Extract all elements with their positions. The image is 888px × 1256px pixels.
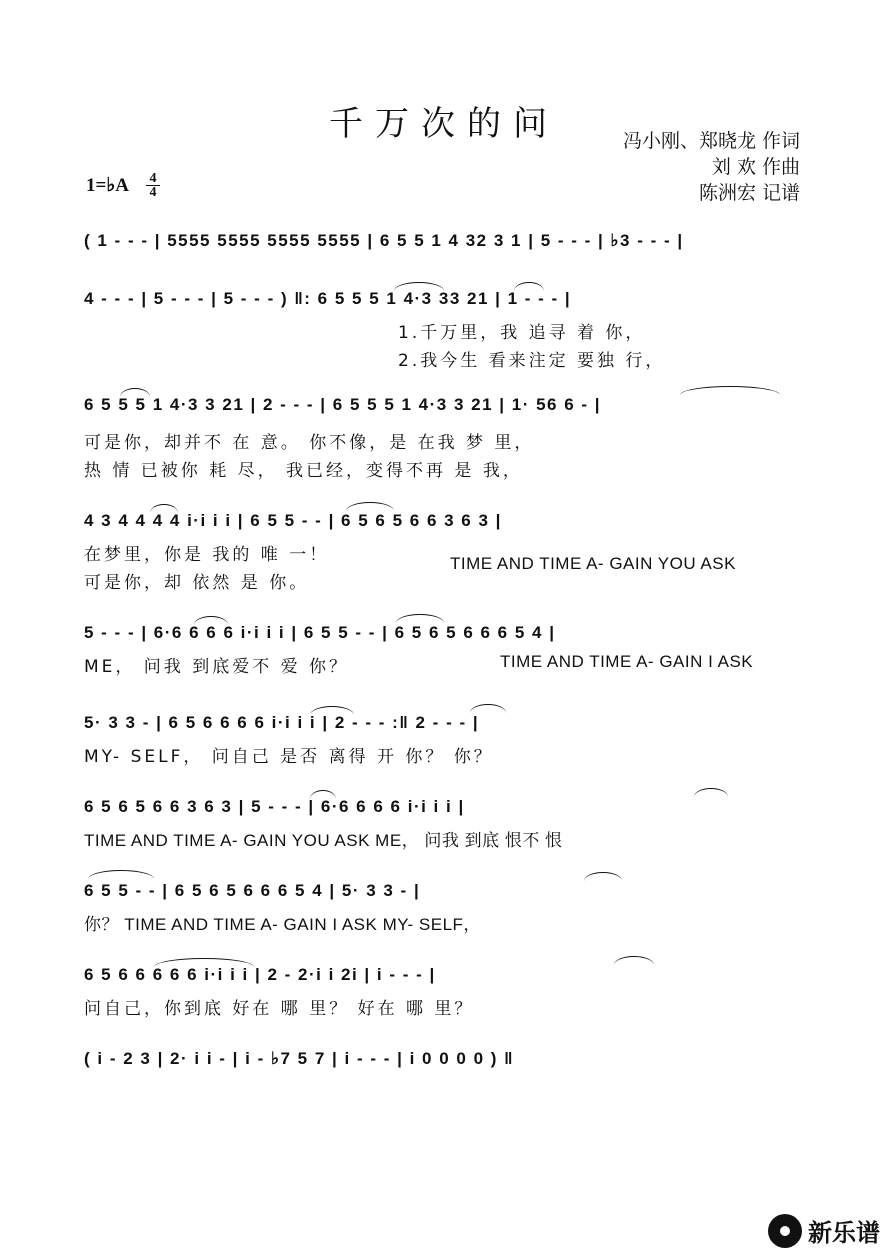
score-system-1 [84, 226, 806, 266]
score-system-9 [84, 960, 806, 1020]
score-system-2 [84, 284, 806, 370]
slur [614, 956, 654, 965]
logo-text: 新乐谱 [808, 1219, 880, 1247]
score-system-8 [84, 876, 806, 936]
score-system-4 [84, 506, 806, 592]
slur [680, 386, 780, 395]
slur [584, 872, 622, 881]
composer-credit: 刘 欢 作曲 [711, 156, 800, 178]
lyric-line: MY- SELF， 问自己 是否 离得 开 你？ 你？ [84, 747, 494, 767]
notation-line: 4 - - - | 5 - - - | 5 - - - ) ‖: 6 5 5 5 1 4·3 33 21 | 1 - - - | [84, 289, 572, 308]
song-title: 千万次的问 [329, 104, 559, 144]
lyric-line: 问自己，你到底 好在 哪 里？ 好在 哪 里？ [84, 999, 475, 1019]
lyric-verse-1: 在梦里，你是 我的 唯 一！ [84, 545, 330, 565]
notation-line: 6 5 5 - - | 6 5 6 5 6 6 6 5 4 | 5· 3 3 - | [84, 881, 421, 900]
transcriber-credit: 陈洲宏 记谱 [698, 182, 800, 204]
lyric-verse-1: 可是你，却并不 在 意。 你不像，是 在我 梦 里， [84, 433, 535, 453]
slur [470, 704, 506, 713]
score-system-5 [84, 618, 806, 678]
slur [694, 788, 728, 797]
score-system-6 [84, 708, 806, 768]
notation-line: 6 5 6 5 6 6 3 6 3 | 5 - - - | 6·6 6 6 6 i·i i i | [84, 797, 465, 816]
notation-line: 6 5 6 6 6 6 6 i·i i i | 2 - 2·i i 2i | i - - - | [84, 965, 436, 984]
lyric-english: TIME AND TIME A- GAIN I ASK [500, 652, 754, 671]
notation-line: 5· 3 3 - | 6 5 6 6 6 6 i·i i i | 2 - - - :‖ 2 - - - | [84, 713, 480, 732]
lyricist-credit: 冯小刚、郑晓龙 作词 [622, 130, 800, 152]
score-system-7 [84, 792, 806, 852]
key-signature: 1=♭A [86, 175, 130, 196]
slur [396, 614, 444, 623]
notation-line: 4 3 4 4 4 4 i·i i i | 6 5 5 - - | 6 5 6 5 6 6 3 6 3 | [84, 511, 502, 530]
notation-line: 5 - - - | 6·6 6 6 6 i·i i i | 6 5 5 - - | 6 5 6 5 6 6 6 5 4 | [84, 623, 556, 642]
time-signature-top: 4 [149, 171, 157, 186]
lyric-verse-1: 1.千万里，我 追寻 着 你， [398, 323, 646, 343]
record-disc-icon [768, 1214, 802, 1248]
time-signature [146, 172, 160, 199]
lyric-verse-2: 热 情 已被你 耗 尽， 我已经，变得不再 是 我， [84, 461, 523, 481]
time-signature-bottom: 4 [149, 185, 157, 200]
lyric-line: ME， 问我 到底爱不 爱 你？ [84, 657, 350, 677]
lyric-english: TIME AND TIME A- GAIN YOU ASK ME， 问我 到底 恨不 恨 [84, 831, 563, 850]
notation-line: ( 1 - - - | 5555 5555 5555 5555 | 6 5 5 1 4 32 3 1 | 5 - - - | ♭3 - - - | [84, 231, 684, 250]
score-system-3 [84, 390, 806, 481]
score-system-10 [84, 1044, 806, 1084]
slur [346, 502, 394, 511]
lyric-verse-2: 2.我今生 看来注定 要独 行， [398, 351, 666, 371]
lyric-english: TIME AND TIME A- GAIN YOU ASK [450, 554, 736, 573]
site-logo [768, 1213, 880, 1248]
lyric-english: 你？ TIME AND TIME A- GAIN I ASK MY- SELF， [84, 915, 481, 934]
notation-line: 6 5 5 5 1 4·3 3 21 | 2 - - - | 6 5 5 5 1 4·3 3 21 | 1· 56 6 - | [84, 395, 602, 414]
slur [88, 870, 154, 879]
lyric-verse-2: 可是你，却 依然 是 你。 [84, 573, 310, 593]
credits [623, 128, 800, 206]
notation-line: ( i - 2 3 | 2· i i - | i - ♭7 5 7 | i - - - | i 0 0 0 0 ) ‖ [84, 1049, 515, 1068]
